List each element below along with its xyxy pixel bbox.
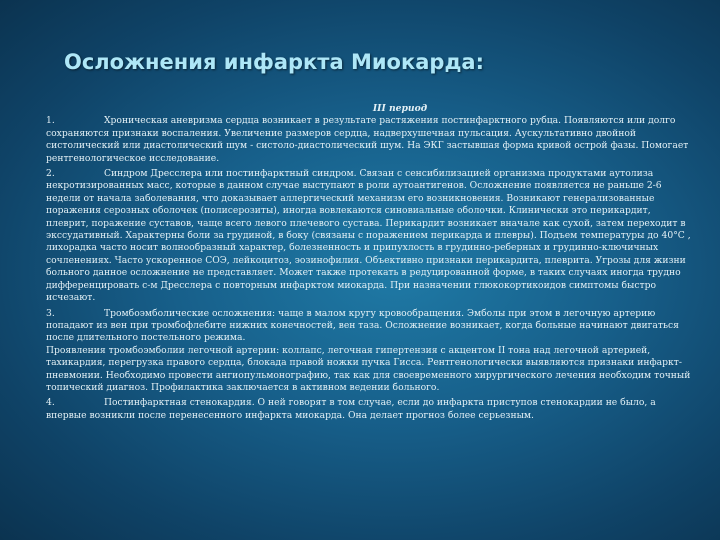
slide-title: Осложнения инфаркта Миокарда: [64, 50, 484, 74]
item-number: 4. [46, 397, 55, 409]
item-2 [46, 168, 694, 304]
item-lead: Хроническая аневризма сердца возникает в результате растяжения постинфарктного рубца. [104, 115, 562, 127]
pe-manifestations: Проявления тромбоэмболии легочной артерии: коллапс, легочная гипертензия с акцентом II тона над легочной артерией, тахикардия, перегрузка правого сердца, блокада правой ножки пучка Гисса. Рентгенологически выявляются признаки инфаркт-пневмонии. Необходимо провести ангиопульмонографию, так как для своевременного хирургического лечения необходим точный топический диагноз. Профилактика заключается в активном ведении больного. [46, 344, 691, 393]
item-1 [46, 115, 694, 165]
item-3 [46, 308, 694, 345]
item-text: не было, а впервые возникли после перенесенного инфаркта миокарда. Она делает прогноз более серьезным. [46, 397, 656, 421]
item-number: 3. [46, 307, 55, 319]
item-number: 2. [46, 168, 55, 180]
item-lead: Тромбоэмболические осложнения: чаще в малом кругу кровообращения. Эмболы при этом в легочную [104, 307, 611, 319]
item-text: Появляются или долго сохраняются признаки воспаления. Увеличение размеров сердца, надверхушечная пульсация. Аускультативно двойной систолический или диастолический шум - систоло-диастолический шум. На ЭКГ застывшая форма кривой острой фазы. Помогает рентгенологическое исследование. [46, 115, 689, 164]
slide-content [46, 103, 694, 513]
period-heading: III период [372, 103, 428, 114]
item-4 [46, 397, 694, 422]
item-number: 1. [46, 115, 55, 127]
item-text: артерию попадают из вен при тромбофлебите нижних конечностей, вен таза. Осложнение возникает, когда больные начинают двигаться после длительного постельного режима. [46, 307, 679, 344]
item-text: аутолиза некротизированных масс, которые в данном случае выступают в роли аутоантигенов. Осложнение появляется не раньше 2-6 недели от начала заболевания, что доказывает аллергический механизм его возникновения. Возникают генерализованные поражения серозных оболочек (полисерозиты), иногда вовлекаются синовиальные оболочки. Клинически это перикардит, плеврит, поражение суставов, чаще всего левого плечевого сустава. Перикардит возникает вначале как сухой, затем переходит в экссудативный. Характерны боли за грудиной, в боку (связаны с поражением перикарда и плевры). Подъем температуры до 40°С , лихорадка часто носит волнообразный характер, болезненность и припухлость в грудинно-реберных и грудинно-ключичных сочленениях. Часто ускоренное СОЭ, лейкоцитоз, эозинофилия. Объективно признаки перикардита, плеврита. Угрозы для жизни больного данное осложнение не представляет. Может также протекать в редуцированной форме, в таких случаях иногда трудно дифференцировать с-м Дресслера с повторным инфарктом миокарда. При назначении глюкокортикоидов симптомы быстро исчезают. [46, 168, 691, 304]
item-lead: Синдром Дресслера или постинфарктный синдром. Связан с сенсибилизацией организма продуктами [104, 168, 607, 180]
item-lead: Постинфарктная стенокардия. О ней говорят в том случае, если до инфаркта приступов стенокардии [104, 397, 603, 409]
